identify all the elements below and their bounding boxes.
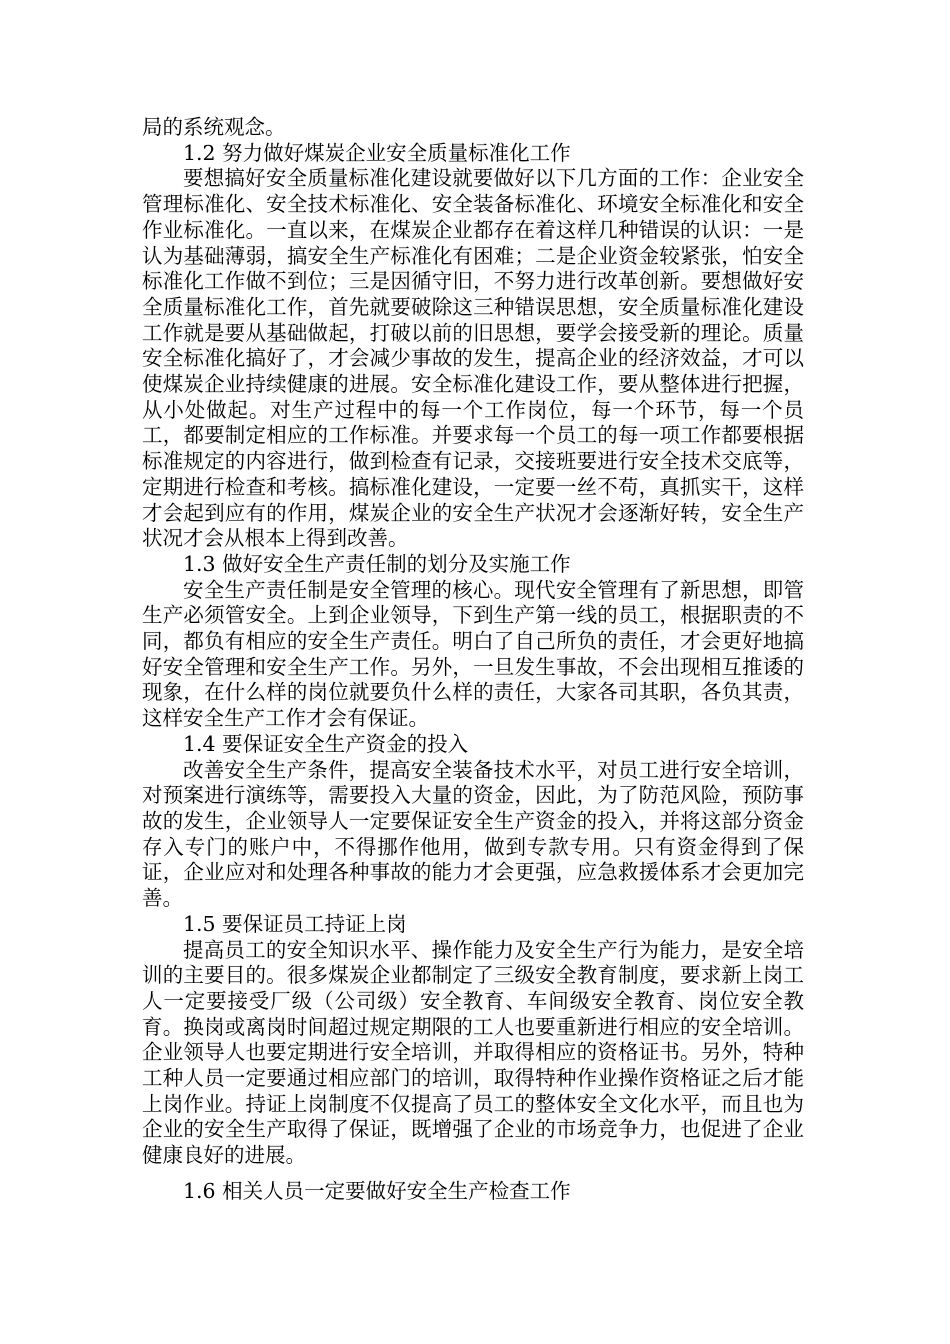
document-page <box>142 115 804 1205</box>
section-body-1-4: 改善安全生产条件，提高安全装备技术水平，对员工进行安全培训，对预案进行演练等，需要投入大量的资金，因此，为了防范风险，预防事故的发生，企业领导人一定要保证安全生产资金的投入，并将这部分资金存入专门的账户中，不得挪作他用，做到专款专用。只有资金得到了保证，企业应对和处理各种事故的能力才会更强，应急救援体系才会更加完善。 <box>142 757 804 911</box>
section-heading-1-5: 1.5 要保证员工持证上岗 <box>183 911 407 936</box>
section-heading-1-6: 1.6 相关人员一定要做好安全生产检查工作 <box>183 1178 571 1203</box>
section-heading-1-3: 1.3 做好安全生产责任制的划分及实施工作 <box>183 551 571 576</box>
section-heading-1-4: 1.4 要保证安全生产资金的投入 <box>183 731 469 756</box>
section-body-1-2: 要想搞好安全质量标准化建设就要做好以下几方面的工作：企业安全管理标准化、安全技术标准化、安全装备标准化、环境安全标准化和安全作业标准化。一直以来，在煤炭企业都存在着这样几种错误的认识：一是认为基础薄弱，搞安全生产标准化有困难；二是企业资金较紧张，怕安全标准化工作做不到位；三是因循守旧，不努力进行改革创新。要想做好安全质量标准化工作，首先就要破除这三种错误思想，安全质量标准化建设工作就是要从基础做起，打破以前的旧思想，要学会接受新的理论。质量安全标准化搞好了，才会减少事故的发生，提高企业的经济效益，才可以使煤炭企业持续健康的进展。安全标准化建设工作，要从整体进行把握，从小处做起。对生产过程中的每一个工作岗位，每一个环节，每一个员工，都要制定相应的工作标准。并要求每一个员工的每一项工作都要根据标准规定的内容进行，做到检查有记录，交接班要进行安全技术交底等，定期进行检查和考核。搞标准化建设，一定要一丝不苟，真抓实干，这样才会起到应有的作用，煤炭企业的安全生产状况才会逐渐好转，安全生产状况才会从根本上得到改善。 <box>142 166 804 551</box>
opening-fragment: 局的系统观念。 <box>142 115 286 139</box>
section-body-1-5: 提高员工的安全知识水平、操作能力及安全生产行为能力，是安全培训的主要目的。很多煤炭企业都制定了三级安全教育制度，要求新上岗工人一定要接受厂级（公司级）安全教育、车间级安全教育、岗位安全教育。换岗或离岗时间超过规定期限的工人也要重新进行相应的安全培训。企业领导人也要定期进行安全培训，并取得相应的资格证书。另外，特种工种人员一定要通过相应部门的培训，取得特种作业操作资格证之后才能上岗作业。持证上岗制度不仅提高了员工的整体安全文化水平，而且也为企业的安全生产取得了保证，既增强了企业的市场竞争力，也促进了企业健康良好的进展。 <box>142 937 804 1168</box>
section-body-1-3: 安全生产责任制是安全管理的核心。现代安全管理有了新思想，即管生产必须管安全。上到企业领导，下到生产第一线的员工，根据职责的不同，都负有相应的安全生产责任。明白了自己所负的责任，才会更好地搞好安全管理和安全生产工作。另外，一旦发生事故，不会出现相互推诿的现象，在什么样的岗位就要负什么样的责任，大家各司其职，各负其责，这样安全生产工作才会有保证。 <box>142 577 804 731</box>
section-heading-1-2: 1.2 努力做好煤炭企业安全质量标准化工作 <box>183 140 571 165</box>
